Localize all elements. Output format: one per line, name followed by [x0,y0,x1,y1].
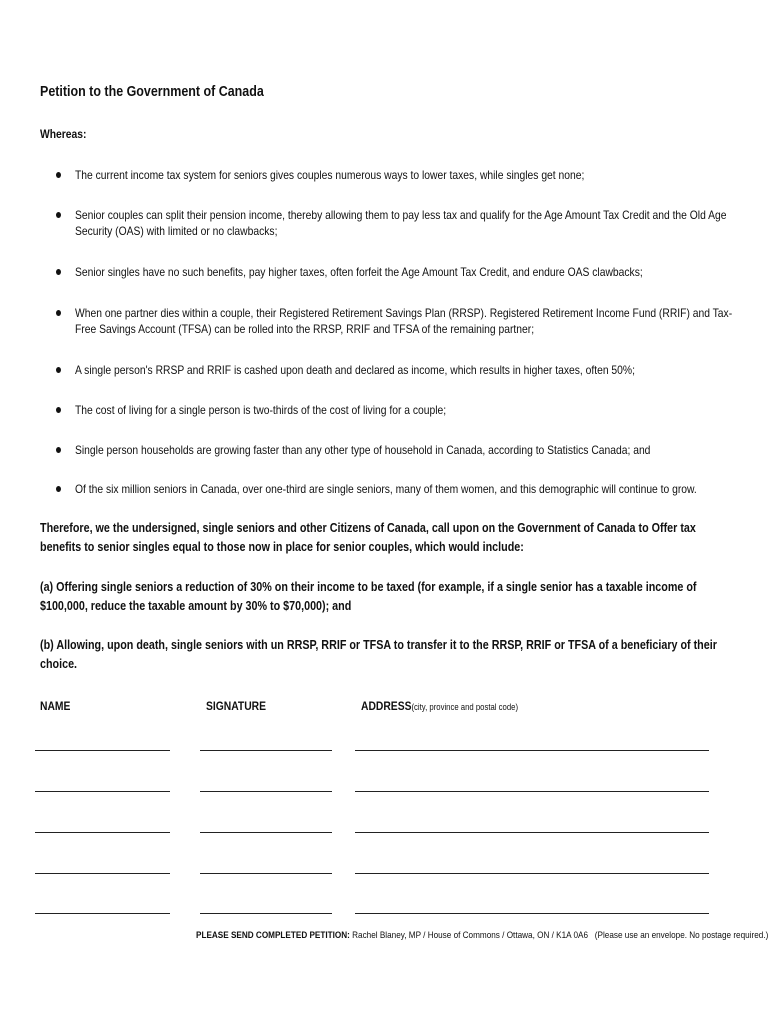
signature-line[interactable] [200,873,332,874]
address-column-header [361,699,518,713]
bullet-icon [56,447,61,453]
page-title: Petition to the Government of Canada [40,84,264,100]
list-item-text: Senior singles have no such benefits, pay higher taxes, often forfeit the Age Amount Tax Credit, and endure OAS clawbacks; [75,265,643,279]
name-column-header: NAME [40,699,71,713]
signature-line[interactable] [200,913,332,914]
address-line[interactable] [355,750,709,751]
bullet-icon [56,269,61,275]
address-label: ADDRESS [361,699,412,713]
address-line[interactable] [355,873,709,874]
signature-line[interactable] [200,832,332,833]
signature-line[interactable] [200,791,332,792]
bullet-icon [56,212,61,218]
name-line[interactable] [35,832,170,833]
address-line[interactable] [355,913,709,914]
list-item-text: The cost of living for a single person is two-thirds of the cost of living for a couple; [75,403,447,417]
footer-address: Rachel Blaney, MP / House of Commons / Ottawa, ON / K1A 0A6 [352,930,588,941]
name-line[interactable] [35,750,170,751]
signature-column-header: SIGNATURE [206,699,267,713]
bullet-icon [56,310,61,316]
name-line[interactable] [35,913,170,914]
mailing-instructions [196,930,768,941]
name-line[interactable] [35,873,170,874]
list-item-text: Senior couples can split their pension income, thereby allowing them to pay less tax and qualify for the Age Amount Tax Credit and the Old Age Security (OAS) with limited or no clawbacks; [75,208,727,238]
whereas-heading: Whereas: [40,127,87,141]
list-item-text: A single person's RRSP and RRIF is cashed upon death and declared as income, which results in higher taxes, often 50%; [75,363,635,377]
address-line[interactable] [355,791,709,792]
address-note: (city, province and postal code) [411,702,519,712]
list-item-text: When one partner dies within a couple, their Registered Retirement Savings Plan (RRSP). Registered Retirement Income Fund (RRIF) and Tax-Free Savings Account (TFSA) can be rolled into the RRSP, RRIF and TFSA of the remaining partner; [75,306,733,336]
item-b-paragraph: (b) Allowing, upon death, single seniors with un RRSP, RRIF or TFSA to transfer it to the RRSP, RRIF or TFSA of a beneficiary of their choice. [40,638,717,671]
address-line[interactable] [355,832,709,833]
list-item-text: Of the six million seniors in Canada, over one-third are single seniors, many of them women, and this demographic will continue to grow. [75,482,697,496]
name-line[interactable] [35,791,170,792]
item-a-paragraph: (a) Offering single seniors a reduction of 30% on their income to be taxed (for example, if a single senior has a taxable income of $100,000, reduce the taxable amount by 30% to $70,000); and [40,580,697,613]
signature-line[interactable] [200,750,332,751]
bullet-icon [56,486,61,492]
footer-label: PLEASE SEND COMPLETED PETITION: [196,930,350,941]
therefore-paragraph: Therefore, we the undersigned, single seniors and other Citizens of Canada, call upon on the Government of Canada to Offer tax benefits to senior singles equal to those now in place for senior couples, which would include: [40,521,696,554]
bullet-icon [56,407,61,413]
footer-note: (Please use an envelope. No postage required.) [594,930,769,941]
bullet-icon [56,172,61,178]
list-item-text: The current income tax system for seniors gives couples numerous ways to lower taxes, while singles get none; [75,168,585,182]
bullet-icon [56,367,61,373]
list-item-text: Single person households are growing faster than any other type of household in Canada, according to Statistics Canada; and [75,443,651,457]
